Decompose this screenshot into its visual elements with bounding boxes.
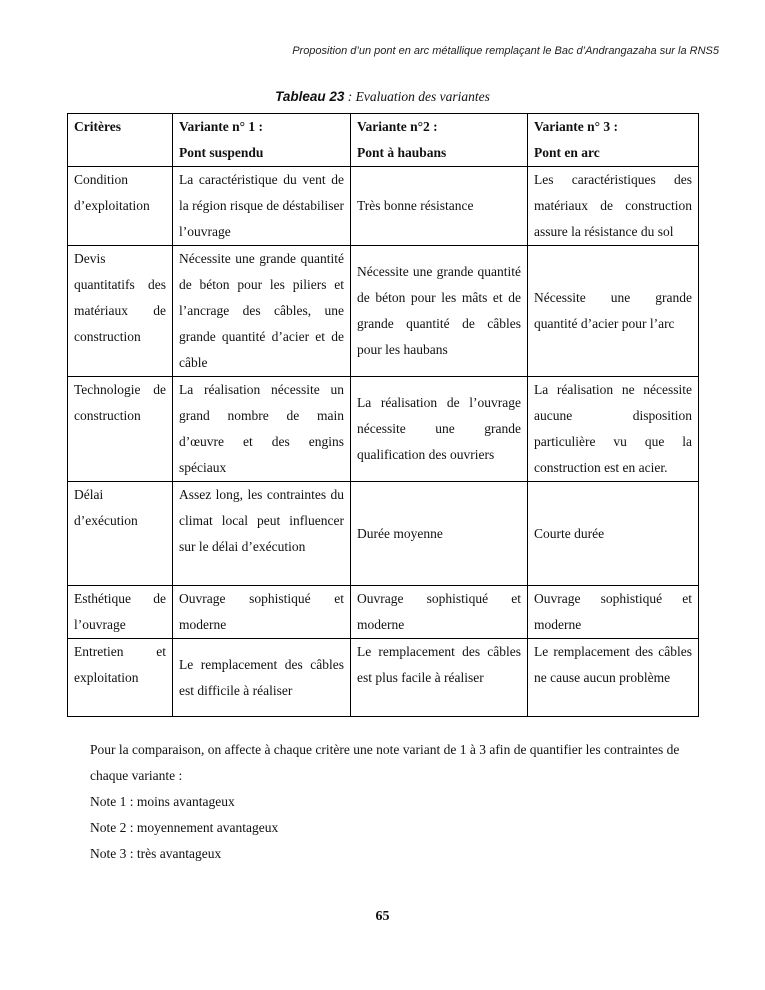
- variant-2-cell: La réalisation de l’ouvrage nécessite une grande qualification des ouvriers: [351, 377, 528, 482]
- table-row: [68, 586, 699, 639]
- header-line: Critères: [74, 119, 121, 134]
- variant-2-cell: Ouvrage sophistiqué et moderne: [351, 586, 528, 639]
- table-row: [68, 639, 699, 717]
- note-line: Note 2 : moyennement avantageux: [90, 820, 279, 835]
- running-header: Proposition d’un pont en arc métallique remplaçant le Bac d’Andrangazaha sur la RNS5: [292, 45, 719, 57]
- criterion-cell: Devis quantitatifs des matériaux de construction: [68, 246, 173, 377]
- caption-label: Tableau 23: [275, 89, 345, 104]
- table-row: [68, 482, 699, 586]
- variant-2-cell: Nécessite une grande quantité de béton pour les mâts et de grande quantité de câbles pour les haubans: [351, 246, 528, 377]
- table-row: [68, 377, 699, 482]
- variant-1-cell: La caractéristique du vent de la région risque de déstabiliser l’ouvrage: [173, 167, 351, 246]
- criterion-cell: Délai d’exécution: [68, 482, 173, 586]
- criterion-cell: Technologie de construction: [68, 377, 173, 482]
- page-number: 65: [375, 909, 390, 924]
- header-line: Variante n° 1 :: [179, 119, 264, 134]
- table-caption: [0, 89, 765, 105]
- variant-3-cell: Courte durée: [528, 482, 699, 586]
- variant-3-cell: Ouvrage sophistiqué et moderne: [528, 586, 699, 639]
- header-cell-variante-2: [351, 114, 528, 167]
- note-line: Note 1 : moins avantageux: [90, 794, 235, 809]
- variant-1-cell: Nécessite une grande quantité de béton pour les piliers et l’ancrage des câbles, une grande quantité d’acier et de câble: [173, 246, 351, 377]
- evaluation-table: [67, 113, 699, 717]
- header-cell-variante-1: [173, 114, 351, 167]
- header-subline: Pont suspendu: [179, 145, 264, 160]
- variant-2-cell: Très bonne résistance: [351, 167, 528, 246]
- header-cell-criteres: [68, 114, 173, 167]
- variant-3-cell: Les caractéristiques des matériaux de construction assure la résistance du sol: [528, 167, 699, 246]
- criterion-cell: Condition d’exploitation: [68, 167, 173, 246]
- caption-text: : Evaluation des variantes: [344, 89, 490, 104]
- header-subline: Pont en arc: [534, 145, 600, 160]
- variant-1-cell: Ouvrage sophistiqué et moderne: [173, 586, 351, 639]
- intro-paragraph: Pour la comparaison, on affecte à chaque critère une note variant de 1 à 3 afin de quantifier les contraintes de chaque variante :: [90, 742, 680, 783]
- body-text: [90, 737, 690, 867]
- variant-1-cell: Assez long, les contraintes du climat local peut influencer sur le délai d’exécution: [173, 482, 351, 586]
- header-line: Variante n°2 :: [357, 119, 438, 134]
- variant-3-cell: Le remplacement des câbles ne cause aucun problème: [528, 639, 699, 717]
- table-header-row: [68, 114, 699, 167]
- variant-2-cell: Le remplacement des câbles est plus facile à réaliser: [351, 639, 528, 717]
- table-row: [68, 167, 699, 246]
- note-line: Note 3 : très avantageux: [90, 846, 222, 861]
- variant-1-cell: Le remplacement des câbles est difficile à réaliser: [173, 639, 351, 717]
- variant-3-cell: Nécessite une grande quantité d’acier pour l’arc: [528, 246, 699, 377]
- header-line: Variante n° 3 :: [534, 119, 619, 134]
- variant-3-cell: La réalisation ne nécessite aucune disposition particulière vu que la construction est en acier.: [528, 377, 699, 482]
- variant-1-cell: La réalisation nécessite un grand nombre de main d’œuvre et des engins spéciaux: [173, 377, 351, 482]
- variant-2-cell: Durée moyenne: [351, 482, 528, 586]
- table-row: [68, 246, 699, 377]
- header-subline: Pont à haubans: [357, 145, 447, 160]
- criterion-cell: Esthétique de l’ouvrage: [68, 586, 173, 639]
- criterion-cell: Entretien et exploitation: [68, 639, 173, 717]
- header-cell-variante-3: [528, 114, 699, 167]
